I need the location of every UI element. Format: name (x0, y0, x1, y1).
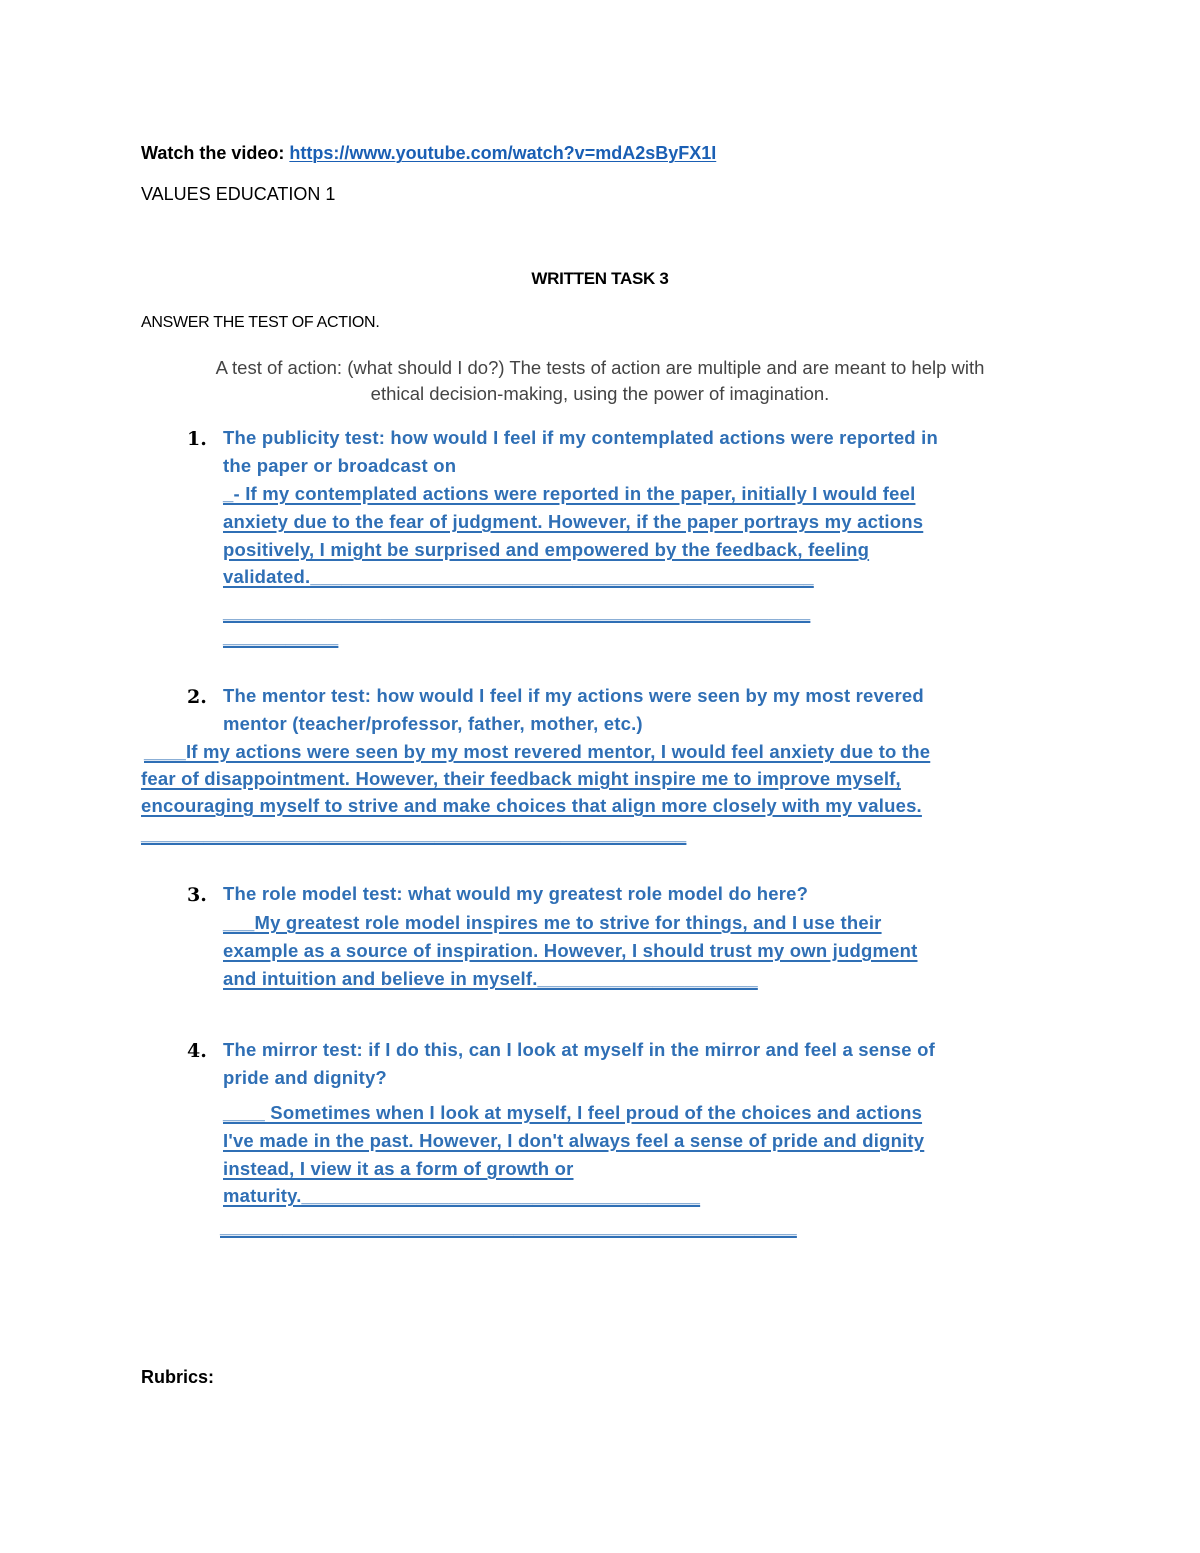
question-number: 4. (187, 1040, 207, 1062)
video-link[interactable]: https://www.youtube.com/watch?v=mdA2sByFX1I (289, 143, 717, 163)
answer-3-line-1: ___My greatest role model inspires me to strive for things, and I use their (223, 912, 882, 933)
question-1-line-1: The publicity test: how would I feel if my contemplated actions were reported in (223, 427, 938, 448)
task-intro (110, 355, 1090, 407)
answer-1-line-2: anxiety due to the fear of judgment. However, if the paper portrays my actions (223, 511, 924, 532)
answer-2-line-4: ____________________________________________________ (141, 823, 687, 844)
answer-1-line-1: _- If my contemplated actions were reported in the paper, initially I would feel (223, 483, 916, 504)
question-2-line-2: mentor (teacher/professor, father, mother, etc.) (223, 713, 643, 734)
intro-line-2: ethical decision-making, using the power of imagination. (370, 383, 830, 404)
answer-4-line-2: I've made in the past. However, I don't always feel a sense of pride and dignity (223, 1130, 925, 1151)
intro-line-1: A test of action: (what should I do?) The tests of action are multiple and are meant to help with (215, 357, 985, 378)
answer-1-line-6: ___________ (223, 626, 339, 647)
question-2-line-1: The mentor test: how would I feel if my actions were seen by my most revered (223, 685, 924, 706)
question-3-line-1: The role model test: what would my greatest role model do here? (223, 883, 809, 904)
question-number: 3. (187, 884, 207, 906)
rubrics-heading: Rubrics: (141, 1367, 215, 1387)
answer-1-line-4: validated.________________________________________________ (223, 566, 814, 587)
watch-video-label: Watch the video: (141, 143, 290, 163)
answer-1-line-3: positively, I might be surprised and empowered by the feedback, feeling (223, 539, 870, 560)
answer-4-line-1: ____ Sometimes when I look at myself, I feel proud of the choices and actions (223, 1102, 923, 1123)
answer-4-line-3: instead, I view it as a form of growth or (223, 1158, 574, 1179)
answer-2-line-3: encouraging myself to strive and make choices that align more closely with my values. (141, 795, 922, 816)
question-1-line-2: the paper or broadcast on (223, 455, 457, 476)
answer-2-line-2: fear of disappointment. However, their feedback might inspire me to improve myself, (141, 768, 901, 789)
task-title: WRITTEN TASK 3 (531, 269, 669, 288)
answer-4-line-4: maturity.______________________________________ (223, 1185, 701, 1206)
question-number: 2. (187, 686, 207, 708)
question-4-line-2: pride and dignity? (223, 1067, 387, 1088)
question-4-line-1: The mirror test: if I do this, can I look at myself in the mirror and feel a sense of (223, 1039, 935, 1060)
course-title: VALUES EDUCATION 1 (141, 184, 336, 204)
question-number: 1. (187, 428, 207, 450)
task-instruction: ANSWER THE TEST OF ACTION. (141, 314, 380, 331)
watch-video-line (141, 143, 716, 164)
answer-3-line-3: and intuition and believe in myself._____________________ (223, 968, 758, 989)
answer-1-line-5: ________________________________________________________ (223, 601, 811, 622)
answer-4-line-5: _______________________________________________________ (220, 1216, 797, 1237)
answer-2-line-1: ____If my actions were seen by my most revered mentor, I would feel anxiety due to the (144, 741, 931, 762)
answer-3-line-2: example as a source of inspiration. However, I should trust my own judgment (223, 940, 918, 961)
